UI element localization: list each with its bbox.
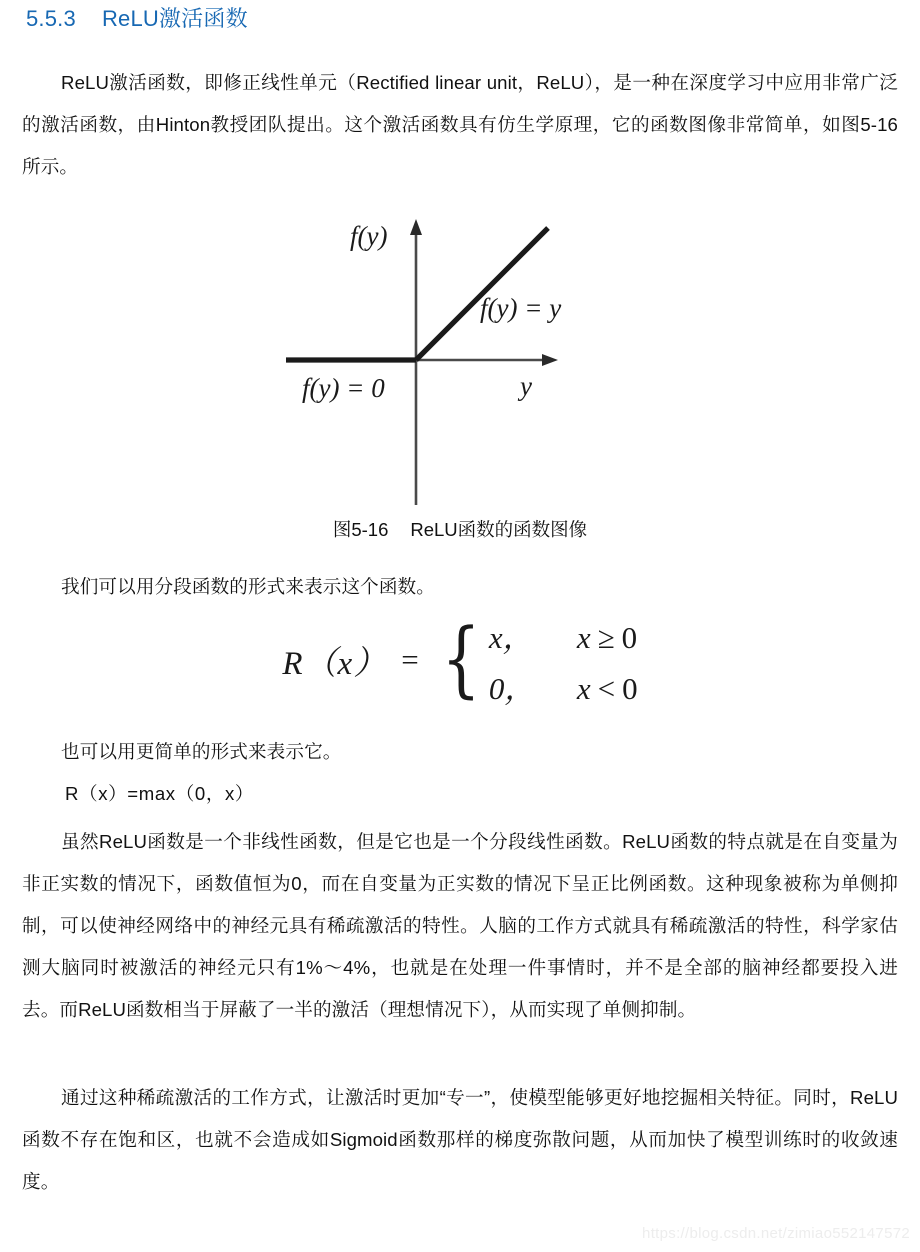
formula-left-brace: { xyxy=(441,612,481,707)
horizontal-axis-arrow xyxy=(542,354,558,366)
right-branch-label: f(y) = y xyxy=(480,293,562,323)
figure-caption-text: ReLU函数的函数图像 xyxy=(410,519,588,540)
relu-chart-svg xyxy=(280,205,640,505)
formula-lhs: R（x） xyxy=(282,645,388,682)
vertical-axis-arrow xyxy=(410,219,422,235)
case1-bound: 0 xyxy=(621,620,638,655)
formula-case-row-2 xyxy=(489,663,638,708)
case2-operator: < xyxy=(597,671,616,706)
formula-case-row-1 xyxy=(489,612,638,657)
left-branch-label: f(y) = 0 xyxy=(302,373,385,403)
case1-condition xyxy=(547,620,637,656)
case1-variable: x xyxy=(576,620,591,655)
page-title xyxy=(26,2,248,33)
paragraph-piecewise-lead: 我们可以用分段函数的形式来表示这个函数。 xyxy=(61,576,435,597)
paragraph-intro: ReLU激活函数，即修正线性单元（Rectified linear unit，ReLU），是一种在深度学习中应用非常广泛的激活函数，由Hinton教授团队提出。这个激活函数具有仿生学原理，它的函数图像非常简单，如图5-16所示。 xyxy=(22,72,898,177)
figure-caption-number: 图5-16 xyxy=(332,519,389,540)
case1-value: x， xyxy=(488,620,534,655)
formula-simple: R（x）=max（0，x） xyxy=(65,783,255,804)
case2-variable: x xyxy=(576,671,591,706)
figure-relu-plot xyxy=(0,205,920,515)
watermark-url: https://blog.csdn.net/zimiao552147572 xyxy=(642,1225,910,1242)
formula-cases xyxy=(489,612,638,708)
y-axis-label: f(y) xyxy=(350,221,388,251)
paragraph-body-main: 虽然ReLU函数是一个非线性函数，但是它也是一个分段线性函数。ReLU函数的特点就是在自变量为非正实数的情况下，函数值恒为0，而在自变量为正实数的情况下呈正比例函数。这种现象被称为单侧抑制，可以使神经网络中的神经元具有稀疏激活的特性。人脑的工作方式就具有稀疏激活的特性，科学家估测大脑同时被激活的神经元只有1%～4%，也就是在处理一件事情时，并不是全部的脑神经都要投入进去。而ReLU函数相当于屏蔽了一半的激活（理想情况下），从而实现了单侧抑制。 xyxy=(22,831,898,1020)
figure-caption xyxy=(0,516,920,542)
section-title-text: ReLU激活函数 xyxy=(101,6,248,31)
case1-operator: ≥ xyxy=(597,620,615,655)
case2-condition xyxy=(547,671,638,707)
case2-bound: 0 xyxy=(622,671,638,706)
paragraph-simpler-lead: 也可以用更简单的形式来表示它。 xyxy=(61,741,342,762)
paragraph-body-tail: 通过这种稀疏激活的工作方式，让激活时更加“专一”，使模型能够更好地挖掘相关特征。同时，ReLU函数不存在饱和区，也就不会造成如Sigmoid函数那样的梯度弥散问题，从而加快了模型训练时的收敛速度。 xyxy=(22,1087,898,1192)
formula-piecewise xyxy=(0,612,920,708)
formula-equals-sign: = xyxy=(401,642,419,677)
section-number: 5.5.3 xyxy=(26,6,76,31)
case2-value: 0， xyxy=(488,671,536,706)
x-axis-label: y xyxy=(520,371,532,401)
